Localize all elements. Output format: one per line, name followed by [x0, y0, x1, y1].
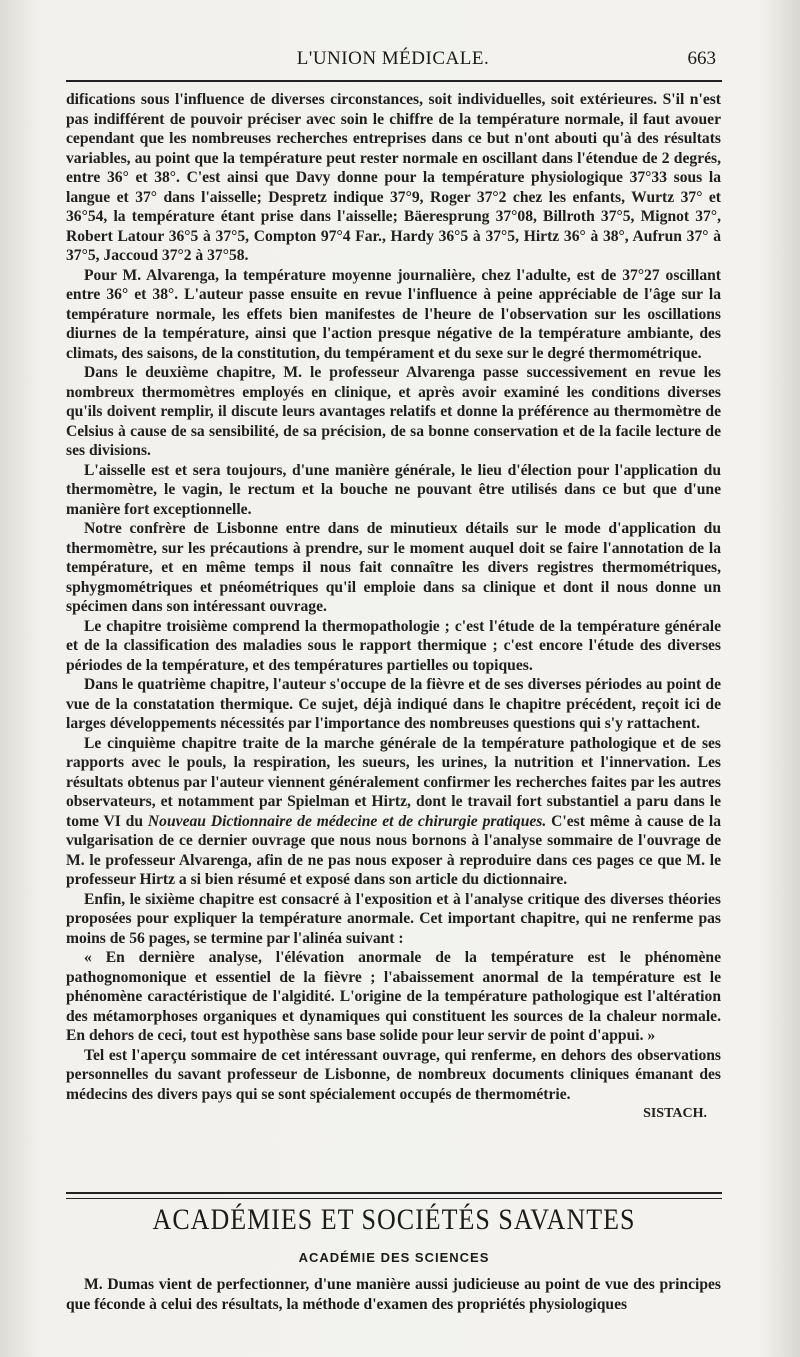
paragraph: Dans le deuxième chapitre, M. le professeur Alvarenga passe successivement en revue les nombreux thermomètres employés en clinique, et après avoir examiné les conditions diverses qu'ils doivent remplir, il discute leurs avantages relatifs et donne la préférence au thermomètre de Celsius à cause de sa sensibilité, de sa précision, de sa bonne conservation et de la facile lecture de ses divisions. [66, 364, 721, 459]
paragraph [66, 734, 721, 890]
paragraph: Le chapitre troisième comprend la thermopathologie ; c'est l'étude de la température générale et de la classification des maladies sous le rapport thermique ; c'est encore l'étude des diverses périodes de la température, et des températures partielles ou topiques. [66, 617, 721, 674]
subsection-title: ACADÉMIE DES SCIENCES [298, 1250, 490, 1265]
paragraph: L'aisselle est et sera toujours, d'une manière générale, le lieu d'élection pour l'application du thermomètre, le vagin, le rectum et la bouche ne pouvant être utilisés dans ce but que d'une manière fort exceptionnelle. [66, 461, 721, 518]
section-title: ACADÉMIES ET SOCIÉTÉS SAVANTES [152, 1202, 636, 1237]
page-header [66, 48, 720, 78]
paragraph: Enfin, le sixième chapitre est consacré à l'exposition et à l'analyse critique des diverses théories proposées pour expliquer la température anormale. Cet important chapitre, qui ne renferme pas moins de 56 pages, se termine par l'alinéa suivant : [66, 890, 721, 947]
page-number: 663 [687, 48, 716, 69]
section-body [66, 1275, 721, 1315]
paragraph: Notre confrère de Lisbonne entre dans de minutieux détails sur le mode d'application du thermomètre, sur les précautions à prendre, sur le moment auquel doit se faire l'annotation de la température, et en même temps il nous fait connaître les divers registres thermométriques, sphygmométriques et pnéométriques qu'il emploie dans sa clinique et dont il nous donne un spécimen dans son intéressant ouvrage. [66, 520, 721, 615]
paragraph: Dans le quatrième chapitre, l'auteur s'occupe de la fièvre et de ses diverses périodes au point de vue de la constatation thermique. Ce sujet, déjà indiqué dans le chapitre précédent, reçoit ici de larges développements nécessités par l'importance des nombreuses questions qui s'y rattachent. [66, 676, 721, 732]
section-rule [66, 1192, 722, 1199]
article-body [66, 90, 721, 1124]
running-title: L'UNION MÉDICALE. [296, 48, 490, 69]
paragraph: Pour M. Alvarenga, la température moyenne journalière, chez l'adulte, est de 37°27 oscillant entre 36° et 38°. L'auteur passe ensuite en revue l'influence à peine appréciable de l'âge sur la température normale, les effets bien manifestes de l'heure de l'observation sur les oscillations diurnes de la température, ainsi que l'action presque négative de la température ambiante, des climats, des saisons, de la constitution, du tempérament et du sexe sur le degré thermométrique. [66, 266, 721, 362]
paragraph: difications sous l'influence de diverses circonstances, soit individuelles, soit extérieures. S'il n'est pas indifférent de pouvoir préciser avec soin le chiffre de la température normale, il faut avouer cependant que les nombreuses recherches entreprises dans ce but n'ont abouti qu'à des résultats variables, au point que la température peut rester normale en oscillant dans l'étendue de 2 degrés, entre 36° et 38°. C'est ainsi que Davy donne pour la température physiologique 37°33 sous la langue et 37° dans l'aisselle; Despretz indique 37°9, Roger 37°2 chez les enfants, Wurtz 37° et 36°54, la température étant prise dans l'aisselle; Bäeresprung 37°08, Billroth 37°5, Mignot 37°, Robert Latour 36°5 à 37°5, Compton 97°4 Far., Hardy 36°5 à 37°5, Hirtz 36° à 38°, Aufrun 37° à 37°5, Jaccoud 37°2 à 37°58. [66, 91, 721, 264]
paragraph: Tel est l'aperçu sommaire de cet intéressant ouvrage, qui renferme, en dehors des observations personnelles du savant professeur de Lisbonne, de nombreux documents cliniques émanant des médecins des divers pays qui se sont spécialement occupés de thermométrie. [66, 1046, 721, 1103]
header-rule [66, 80, 722, 82]
paragraph: M. Dumas vient de perfectionner, d'une manière aussi judicieuse au point de vue des principes que féconde à celui des résultats, la méthode d'examen des propriétés physiologiques [66, 1276, 721, 1313]
author-signature: SISTACH. [643, 1106, 707, 1121]
book-title: Nouveau Dictionnaire de médecine et de chirurgie pratiques. [147, 812, 547, 830]
paragraph-text: Le cinquième chapitre traite de la marche générale de la température pathologique et de ses rapports avec le pouls, la respiration, les sueurs, les urines, la nutrition et l'innervation. Les résultats obtenus par l'auteur viennent généralement confirmer les recherches faites par les autres observateurs, et notamment par Spielman et Hirtz, dont le travail fort substantiel a paru dans le tome VI du [66, 734, 721, 830]
paragraph-text: C'est même à cause de la vulgarisation de ce dernier ouvrage que nous nous bornons à l'analyse sommaire de l'ouvrage de M. le professeur Alvarenga, afin de ne pas nous exposer à reproduire dans ces pages ce que M. le professeur Hirtz a si bien résumé et exposé dans son article du dictionnaire. [66, 812, 722, 888]
quotation: « En dernière analyse, l'élévation anormale de la température est le phénomène pathognomonique et essentiel de la fièvre ; l'abaissement anormal de la température est le phénomène caractéristique de l'algidité. L'origine de la température pathologique est l'altération des métamorphoses organiques et dynamiques qui constituent les sources de la chaleur normale. En dehors de ceci, tout est hypothèse sans base solide pour leur servir de point d'appui. » [66, 949, 721, 1044]
